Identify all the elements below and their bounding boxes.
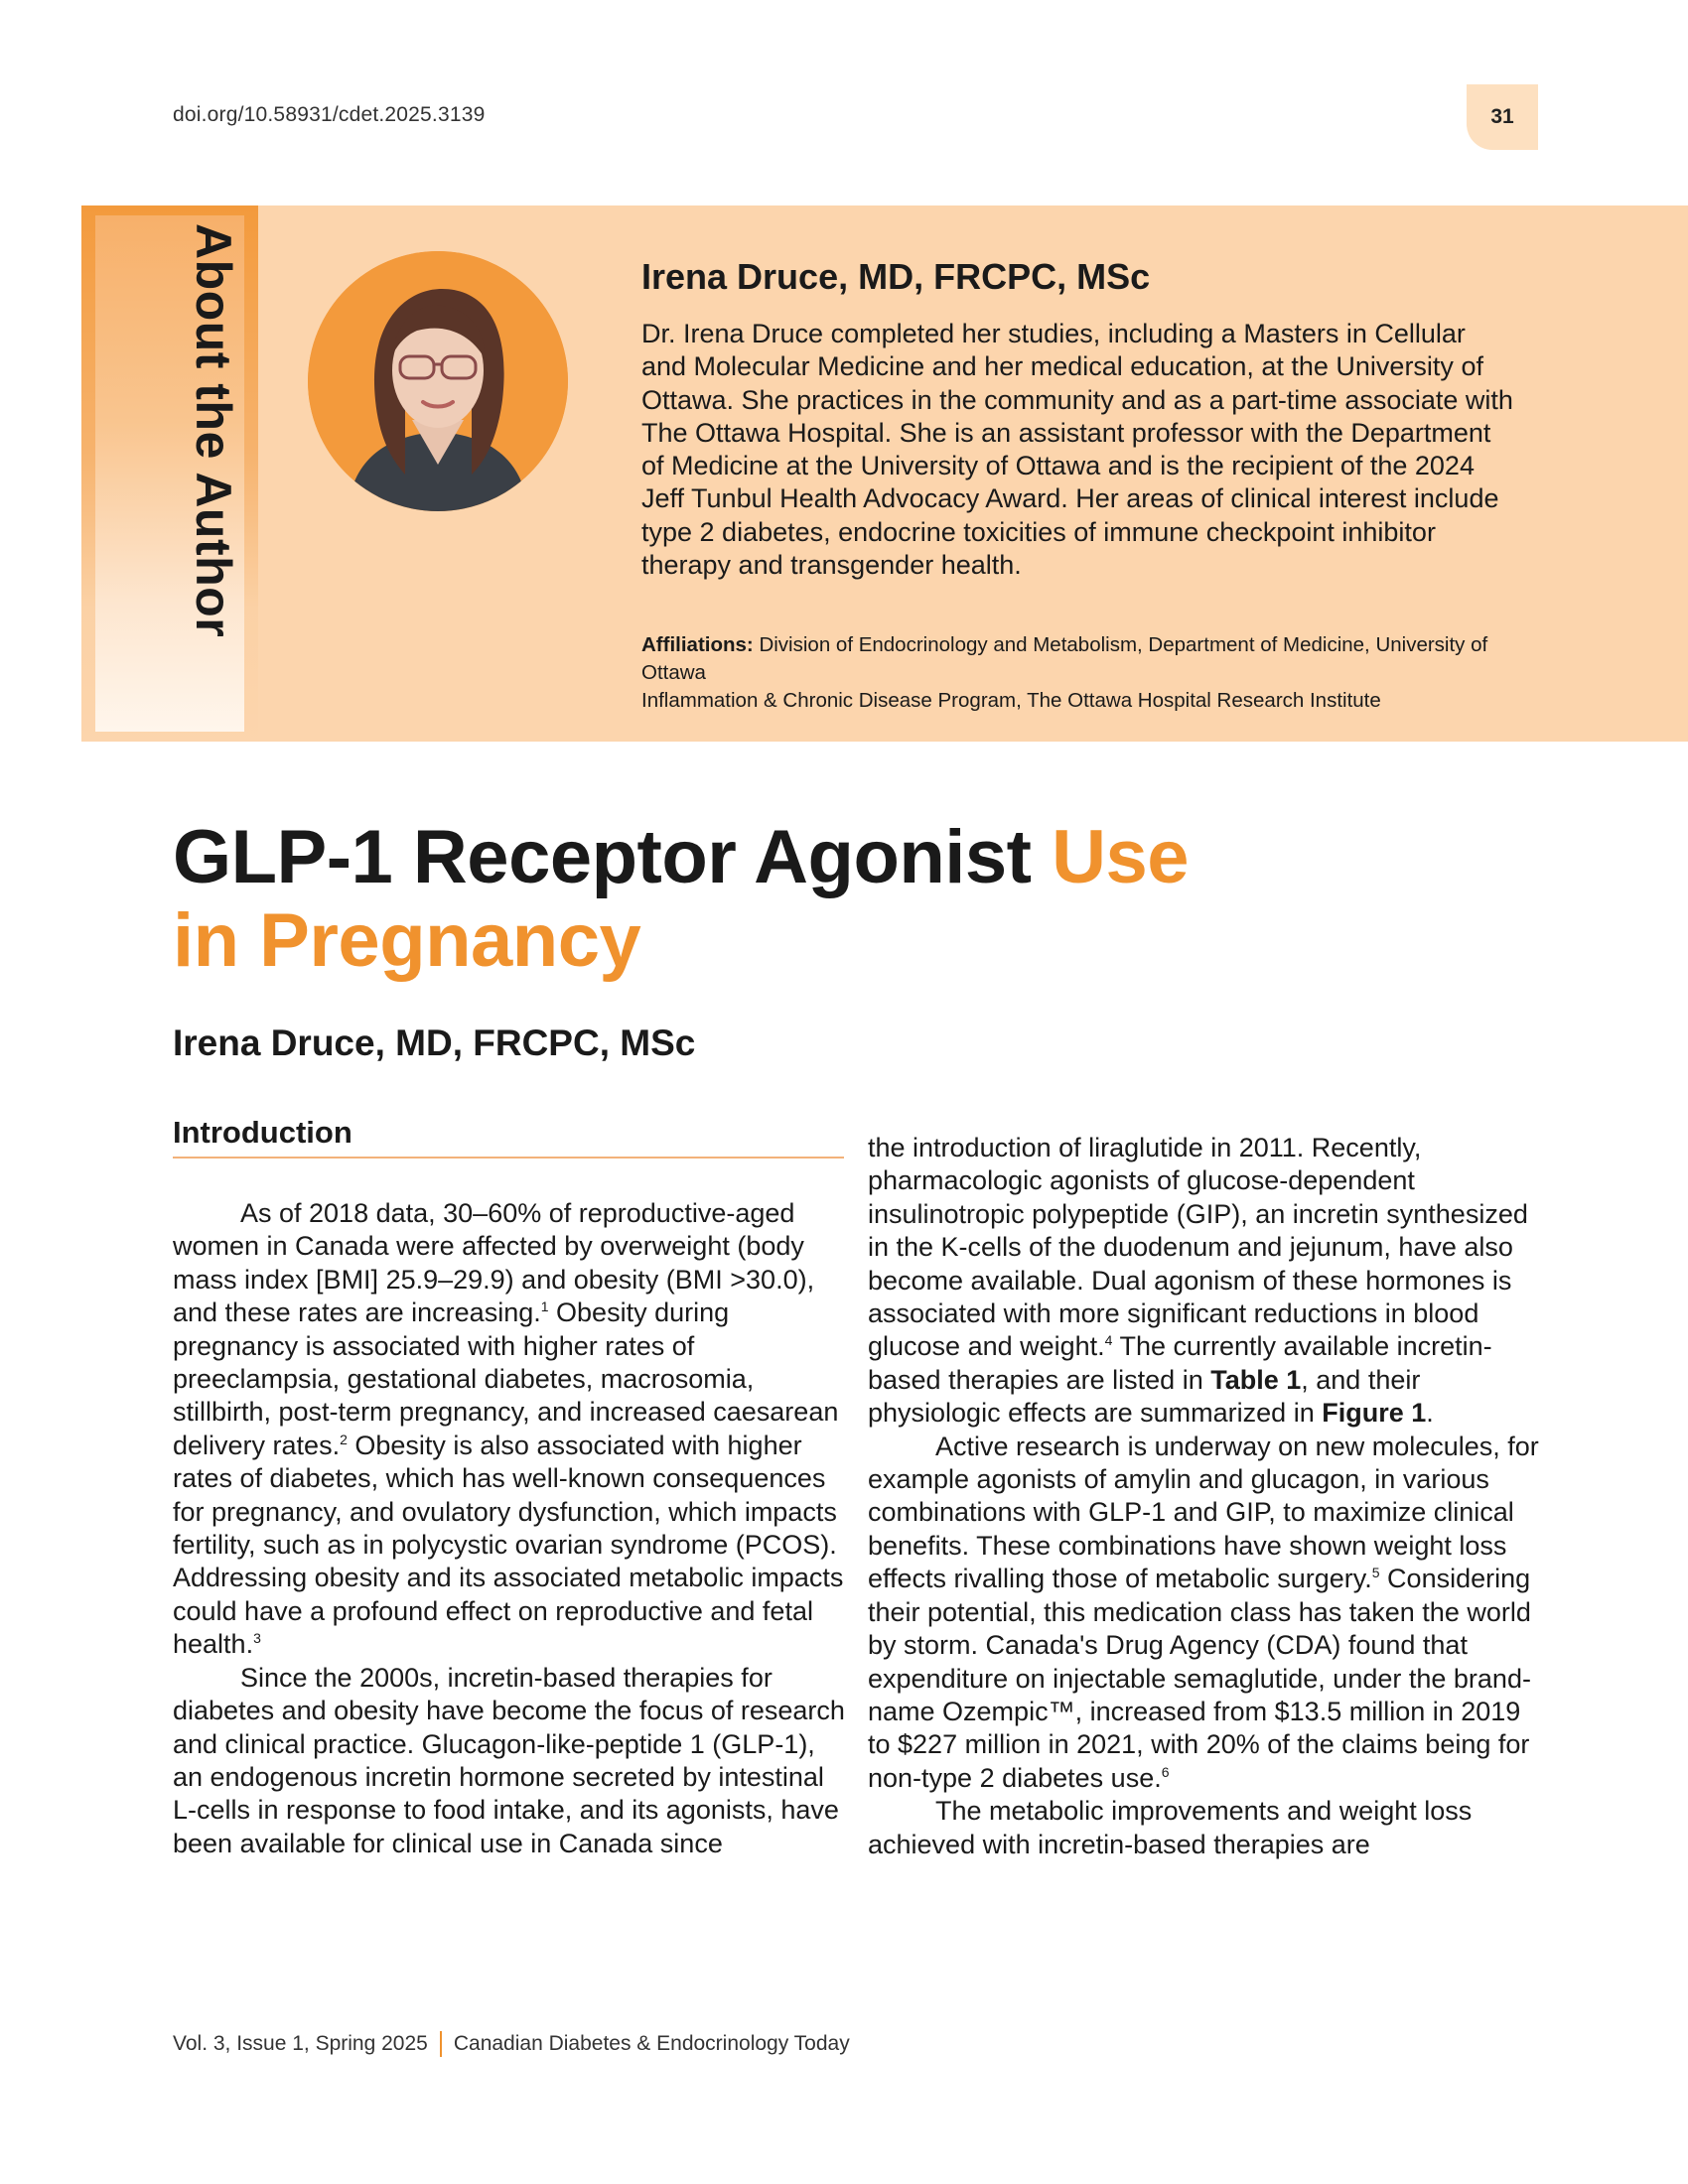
- footer-divider: [440, 2031, 442, 2057]
- author-bio: Dr. Irena Druce completed her studies, including a Masters in Cellular and Molecular Medicine and her medical education, at the University of Ottawa. She practices in the community and as a part-time associate with The Ottawa Hospital. She is an assistant professor with the Department of Medicine at the University of Ottawa and is the recipient of the 2024 Jeff Tunbul Health Advocacy Award. Her areas of clinical interest include type 2 diabetes, endocrine toxicities of immune checkpoint inhibitor therapy and transgender health.: [641, 319, 1513, 581]
- author-portrait-icon: [308, 251, 568, 511]
- page-footer: [173, 2031, 850, 2057]
- figure-1-link[interactable]: Figure 1: [1322, 1398, 1427, 1429]
- affiliations-label: Affiliations:: [641, 633, 754, 656]
- footer-volume: Vol. 3, Issue 1, Spring 2025: [173, 2032, 428, 2055]
- affiliation-2: Inflammation & Chronic Disease Program, The Ottawa Hospital Research Institute: [641, 689, 1381, 712]
- reference-3[interactable]: 3: [253, 1630, 261, 1647]
- author-photo: [308, 251, 568, 511]
- reference-2[interactable]: 2: [340, 1431, 348, 1447]
- section-heading: Introduction: [173, 1115, 844, 1159]
- article-title: [173, 816, 1189, 983]
- author-affiliations: [641, 631, 1535, 715]
- paragraph: As of 2018 data, 30–60% of reproductive-aged women in Canada were affected by overweight (body mass index [BMI] 25.9–29.9) and obesity (BMI >30.0), and these rates are increasing.$^1$ Obesity during pregnancy is associated with higher rates of preeclampsia, gestational diabetes, macrosomia, stillbirth, post-term pregnancy, and increased caesarean delivery rates.$^2$ Obesity is also associated with higher rates of diabetes, which has well-known consequences for pregnancy, and ovulatory dysfunction, which impacts fertility, such as in polycystic ovarian syndrome (PCOS). Addressing obesity and its associated metabolic impacts could have a profound effect on reproductive and fetal health.$^3$: [173, 1198, 844, 1660]
- reference-5[interactable]: 5: [1371, 1565, 1380, 1581]
- paragraph: The metabolic improvements and weight loss achieved with incretin-based therapies are: [868, 1796, 1473, 1859]
- reference-1[interactable]: 1: [540, 1298, 549, 1315]
- body-column-left: [173, 1197, 848, 1860]
- article-byline: Irena Druce, MD, FRCPC, MSc: [173, 1023, 696, 1063]
- paragraph: the introduction of liraglutide in 2011. Recently, pharmacologic agonists of glucose-dependent insulinotropic polypeptide (GIP), an incretin synthesized in the K-cells of the duodenum and jejunum, have also become available. Dual agonism of these hormones is associated with more significant reductions in blood glucose and weight.$^4$ The currently available incretin-based therapies are listed in Table 1, and their physiologic effects are summarized in Figure 1.: [868, 1133, 1528, 1429]
- reference-4[interactable]: 4: [1104, 1332, 1113, 1349]
- title-part-1: GLP-1 Receptor Agonist: [173, 815, 1053, 899]
- table-1-link[interactable]: Table 1: [1210, 1364, 1302, 1395]
- affiliation-1: Division of Endocrinology and Metabolism, Department of Medicine, University of Ottawa: [641, 633, 1488, 684]
- page-number: 31: [1467, 84, 1538, 150]
- paragraph: Since the 2000s, incretin-based therapies for diabetes and obesity have become the focus of research and clinical practice. Glucagon-like-peptide 1 (GLP-1), an endogenous incretin hormone secreted by intestinal L-cells in response to food intake, and its agonists, have been available for clinical use in Canada since: [173, 1662, 845, 1858]
- title-part-2: Use: [1052, 815, 1190, 899]
- title-part-3: in Pregnancy: [173, 898, 641, 983]
- about-author-label: About the Author: [186, 223, 241, 638]
- body-column-right: [868, 1132, 1543, 1861]
- doi-link[interactable]: doi.org/10.58931/cdet.2025.3139: [173, 103, 486, 126]
- author-name: Irena Druce, MD, FRCPC, MSc: [641, 256, 1151, 297]
- footer-journal: Canadian Diabetes & Endocrinology Today: [453, 2032, 850, 2055]
- paragraph: Active research is underway on new molecules, for example agonists of amylin and glucagon, in various combinations with GLP-1 and GIP, to maximize clinical benefits. These combinations have shown weight loss effects rivalling those of metabolic surgery.$^5$ Considering their potential, this medication class has taken the world by storm. Canada's Drug Agency (CDA) found that expenditure on injectable semaglutide, under the brand-name Ozempic™, increased from $13.5 million in 2019 to $227 million in 2021, with 20% of the claims being for non-type 2 diabetes use.$^6$: [868, 1431, 1539, 1793]
- reference-6[interactable]: 6: [1161, 1763, 1170, 1780]
